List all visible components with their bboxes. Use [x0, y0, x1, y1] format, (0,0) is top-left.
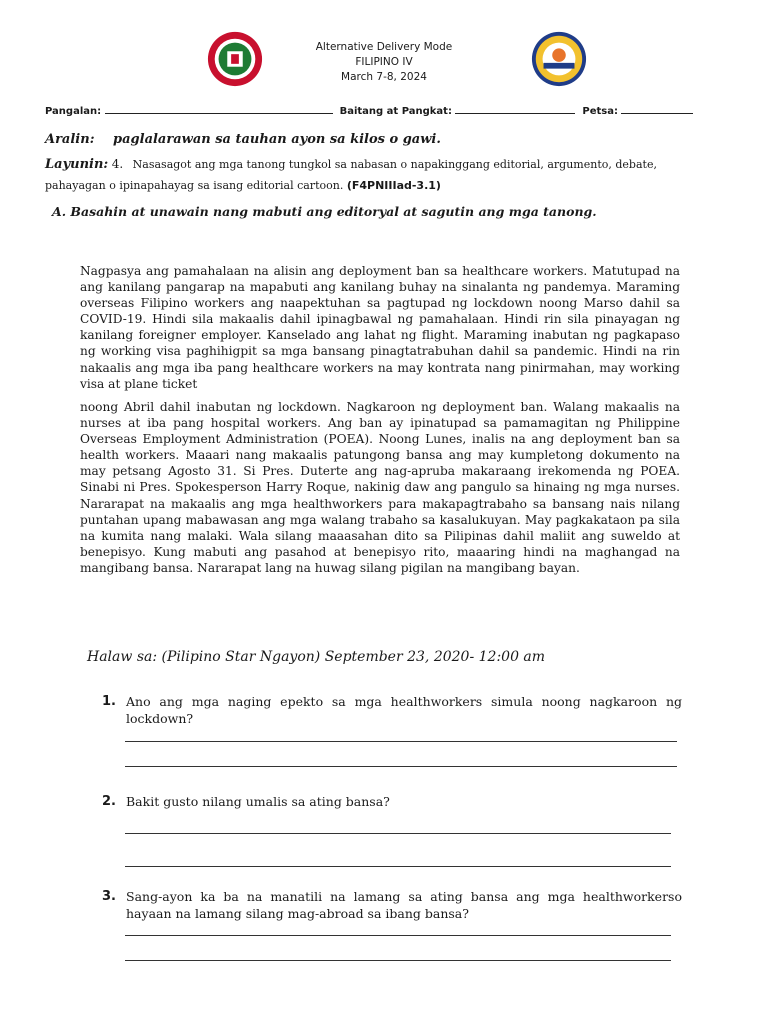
answer-line[interactable] — [125, 741, 677, 742]
baitang-field[interactable] — [455, 103, 575, 114]
aralin-label: Aralin: — [45, 132, 95, 147]
layunin-section — [45, 154, 705, 196]
answer-line[interactable] — [125, 766, 677, 767]
layunin-text: Nasasagot ang mga tanong tungkol sa nabasan o napakinggang editorial, argumento, debate, pahayagan o ipinapahayag sa isang editorial cartoon. — [45, 158, 657, 192]
header-line-3: March 7-8, 2024 — [341, 71, 427, 83]
question-number: 1. — [102, 694, 116, 709]
question-number: 3. — [102, 889, 116, 904]
question-1 — [102, 693, 682, 727]
question-text: Bakit gusto nilang umalis sa ating bansa? — [126, 794, 390, 809]
aralin-section — [45, 132, 441, 147]
header-line-1: Alternative Delivery Mode — [315, 41, 453, 53]
question-number: 2. — [102, 794, 116, 809]
petsa-field[interactable] — [621, 103, 693, 114]
instruction: A. Basahin at unawain nang mabuti ang editoryal at sagutin ang mga tanong. — [52, 204, 597, 219]
layunin-label: Layunin: — [45, 157, 109, 172]
student-info-fields — [45, 103, 725, 117]
editorial-paragraph-2: noong Abril dahil inabutan ng lockdown. Nagkaroon ng deployment ban. Walang makaalis na nurses at iba pang hospital workers. Ang ban ay ipinatupad sa pamamagitan ng Philippine Overseas Employment Administration (POEA). Noong Lunes, inalis na ang deployment ban sa health workers. Maaari nang makaalis patungong bansa ang may kumpletong dokumento na may petsang Agosto 31. Si Pres. Duterte ang nag-apruba makaraang irekomenda ng POEA. Sinabi ni Pres. Spokesperson Harry Roque, nakinig daw ang pangulo sa hinaing ng mga nurses. Nararapat na makaalis ang mga healthworkers para makapagtrabaho sa bansang nais nilang puntahan upang mabawasan ang mga walang trabaho sa kasalukuyan. May pagkakataon pa sila na kumita nang malaki. Wala silang maaasahan dito sa Pilipinas dahil maliit ang suweldo at benepisyo. Kung mabuti ang pasahod at benepisyo rito, maaaring hindi na maghangad na mangibang bansa. Nararapat lang na huwag silang pigilan na mangibang bayan. — [80, 400, 680, 575]
aralin-value: paglalarawan sa tauhan ayon sa kilos o gawi. — [113, 132, 441, 147]
document-header — [0, 40, 768, 85]
header-line-2: FILIPINO IV — [355, 56, 413, 68]
pangalan-label: Pangalan: — [45, 106, 102, 117]
question-3 — [102, 888, 682, 922]
answer-line[interactable] — [125, 960, 671, 961]
answer-line[interactable] — [125, 833, 671, 834]
question-text: Sang-ayon ka ba na manatili na lamang sa ating bansa ang mga healthworkerso hayaan na lamang silang mag-abroad sa ibang bansa? — [126, 889, 682, 921]
answer-line[interactable] — [125, 935, 671, 936]
answer-line[interactable] — [125, 866, 671, 867]
baitang-label: Baitang at Pangkat: — [339, 106, 452, 117]
layunin-code: (F4PNIIIad-3.1) — [346, 179, 441, 192]
editorial-paragraph-1: Nagpasya ang pamahalaan na alisin ang deployment ban sa healthcare workers. Matutupad na ang kanilang pangarap na mapabuti ang kanilang buhay na sinalanta ng pandemya. Maraming overseas Filipino workers ang naapektuhan sa pagtupad ng lockdown noong Marso dahil sa COVID-19. Hindi sila makaalis dahil ipinagbawal ng pamahalaan. Hindi rin sila pinayagan ng kanilang foreigner employer. Kanselado ang lahat ng flight. Maraming inabutan ng pagkapaso ng working visa paghihigpit sa mga bansang pinagtatrabuhan dahil sa pandemic. Hindi na rin nakaalis ang mga iba pang healthcare workers na may kontrata nang pinirmahan, may working visa at plane ticket — [80, 264, 680, 391]
layunin-number: 4. — [111, 157, 124, 171]
question-text: Ano ang mga naging epekto sa mga healthworkers simula noong nagkaroon ng lockdown? — [126, 694, 682, 726]
pangalan-field[interactable] — [105, 103, 333, 114]
editorial-source: Halaw sa: (Pilipino Star Ngayon) September 23, 2020- 12:00 am — [87, 649, 546, 665]
question-2 — [102, 793, 682, 810]
petsa-label: Petsa: — [582, 106, 618, 117]
